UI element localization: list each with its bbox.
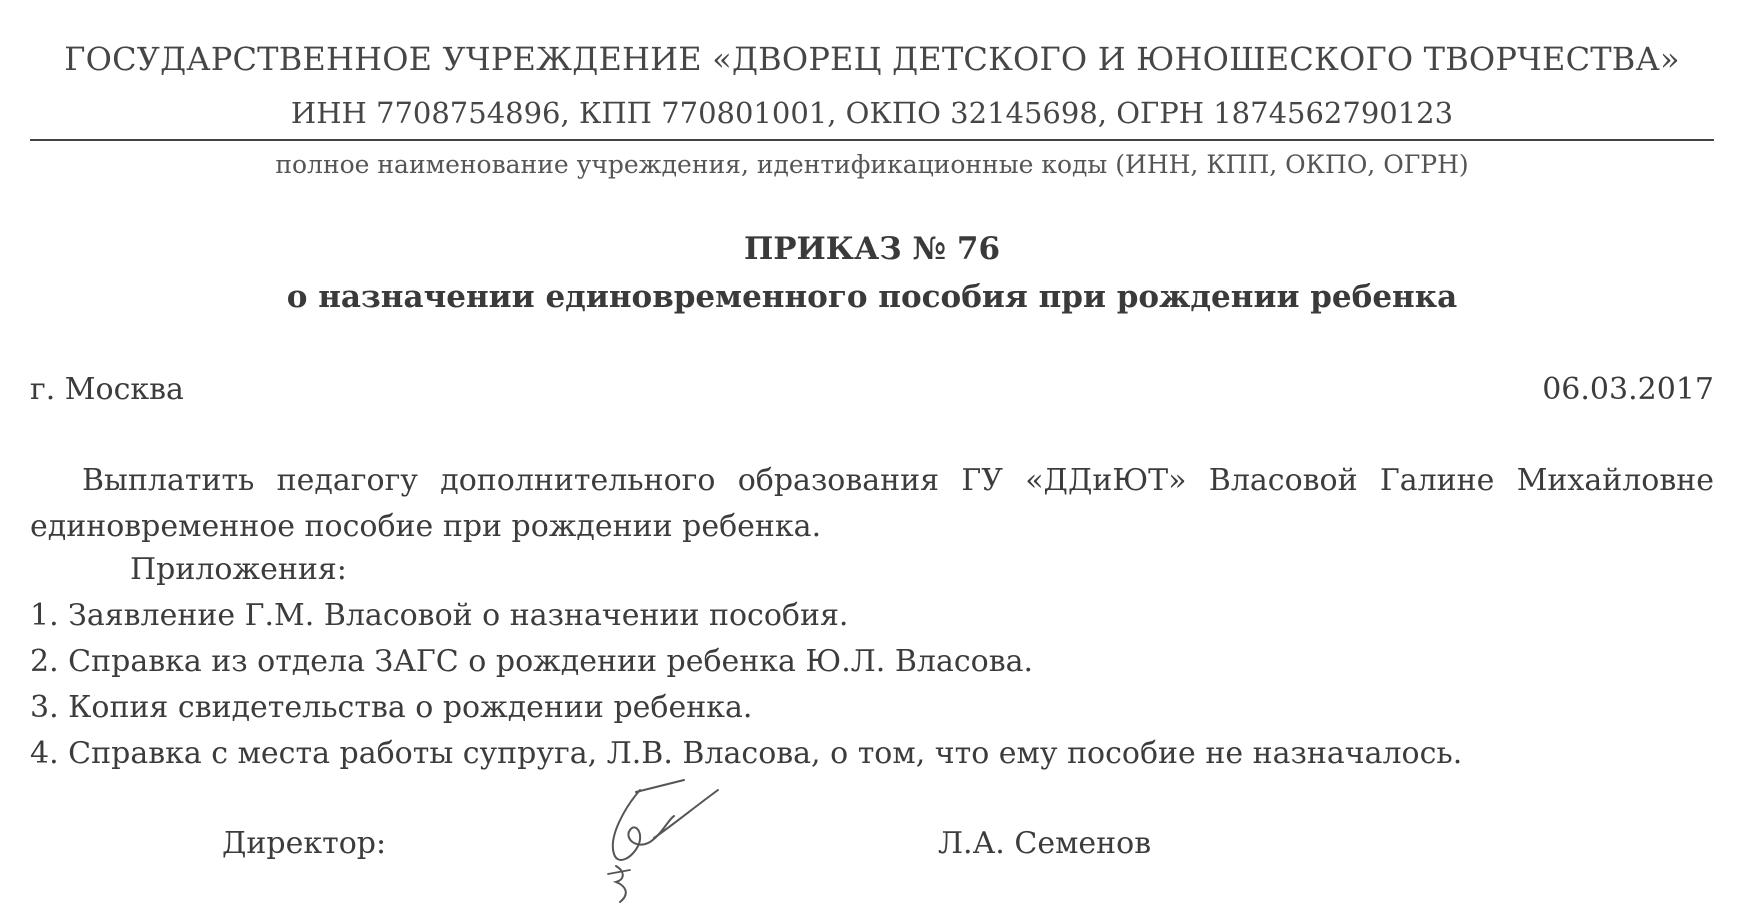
director-name: Л.А. Семенов xyxy=(938,826,1152,861)
director-label: Директор: xyxy=(222,826,387,861)
attachment-item: 2. Справка из отдела ЗАГС о рождении ребенка Ю.Л. Власова. xyxy=(30,644,1034,679)
attachment-item: 4. Справка с места работы супруга, Л.В. Власова, о том, что ему пособие не назначалось. xyxy=(30,736,1463,771)
attachments-heading: Приложения: xyxy=(130,552,347,587)
organization-codes: ИНН 7708754896, КПП 770801001, ОКПО 32145698, ОГРН 1874562790123 xyxy=(290,96,1454,130)
header-divider xyxy=(30,139,1714,141)
order-title: ПРИКАЗ № 76 xyxy=(743,231,1001,267)
organization-name: ГОСУДАРСТВЕННОЕ УЧРЕЖДЕНИЕ «ДВОРЕЦ ДЕТСКОГО И ЮНОШЕСКОГО ТВОРЧЕСТВА» xyxy=(64,40,1680,78)
header-caption: полное наименование учреждения, идентификационные коды (ИНН, КПП, ОКПО, ОГРН) xyxy=(275,150,1469,179)
order-city: г. Москва xyxy=(30,372,184,407)
handwritten-signature-icon xyxy=(596,776,736,906)
attachment-item: 1. Заявление Г.М. Власовой о назначении пособия. xyxy=(30,598,849,633)
order-paragraph: Выплатить педагогу дополнительного образования ГУ «ДДиЮТ» Власовой Галине Михайловне единовременное пособие при рождении ребенка. xyxy=(30,463,1714,544)
attachment-item: 3. Копия свидетельства о рождении ребенка. xyxy=(30,690,753,725)
order-subject: о назначении единовременного пособия при рождении ребенка xyxy=(286,279,1458,315)
order-date: 06.03.2017 xyxy=(1542,372,1714,407)
